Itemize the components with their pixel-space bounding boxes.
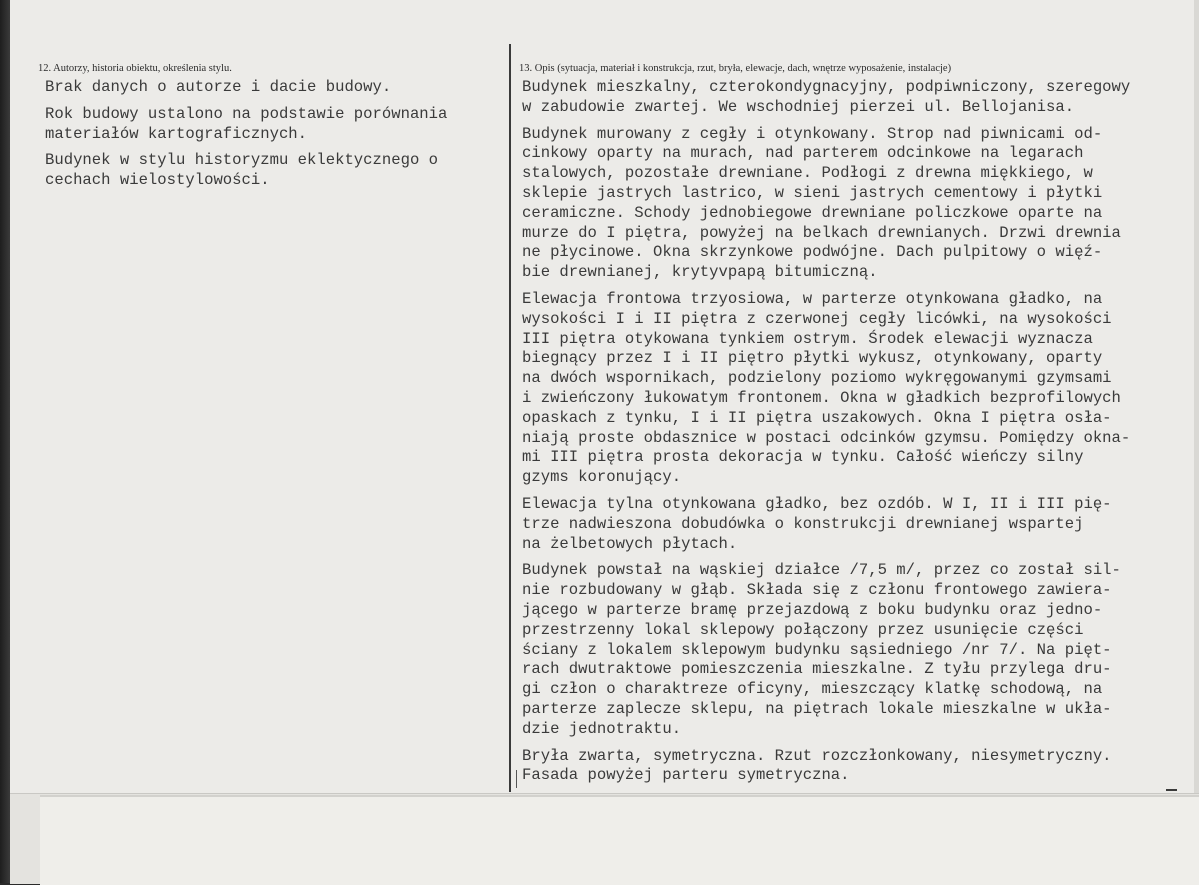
text-line: na żelbetowych płytach.	[522, 534, 738, 553]
text-line: materiałów kartograficznych.	[45, 124, 308, 143]
text-line: III piętra otykowana tynkiem ostrym. Środek elewacji wyznacza	[522, 329, 1093, 348]
text-line: ne płycinowe. Okna skrzynkowe podwójne. Dach pulpitowy o więź-	[522, 243, 1103, 262]
text-line: Elewacja tylna otynkowana gładko, bez ozdób. W I, II i III pię-	[522, 494, 1112, 513]
text-line: Bryła zwarta, symetryczna. Rzut rozczłonkowany, niesymetryczny.	[522, 746, 1112, 765]
text-line: trze nadwieszona dobudówka o konstrukcji drewnianej wspartej	[522, 514, 1084, 533]
text-line: dzie jednotraktu.	[522, 719, 682, 738]
paragraph	[45, 105, 505, 145]
text-line: Rok budowy ustalono na podstawie porównania	[45, 104, 448, 123]
text-line: wysokości I i II piętra z czerwonej cegły licówki, na wysokości	[522, 309, 1112, 328]
paragraph	[522, 78, 1199, 118]
text-line: gi człon o charaktreze oficyny, mieszczący klatkę schodową, na	[522, 680, 1103, 699]
text-line: sklepie jastrych lastrico, w sieni jastrych cementowy i płytki	[522, 183, 1103, 202]
text-line: stalowych, pozostałe drewniane. Podłogi z drewna miękkiego, w	[522, 164, 1093, 183]
text-line: w zabudowie zwartej. We wschodniej pierzei ul. Bellojanisa.	[522, 97, 1075, 116]
text-line: Budynek murowany z cegły i otynkowany. Strop nad piwnicami od-	[522, 124, 1103, 143]
text-line: przestrzenny lokal sklepowy połączony przez usunięcie części	[522, 620, 1084, 639]
paragraph	[522, 495, 1199, 554]
paragraph	[522, 125, 1199, 283]
text-line: opaskach z tynku, I i II piętra uszakowych. Okna I piętra osła-	[522, 408, 1112, 427]
text-line: Brak danych o autorze i dacie budowy.	[45, 78, 392, 96]
scan-left-edge	[0, 0, 10, 883]
text-line: rach dwutraktowe pomieszczenia mieszkalne. Z tyłu przylega dru-	[522, 660, 1112, 679]
section-12-body	[45, 78, 505, 198]
text-line: Elewacja frontowa trzyosiowa, w parterze otynkowana gładko, na	[522, 289, 1103, 308]
text-line: Budynek w stylu historyzmu eklektycznego o	[45, 151, 439, 170]
text-line: na dwóch wspornikach, podzielony poziomo wykręgowanymi gzymsami	[522, 369, 1112, 388]
text-line: Fasada powyżej parteru symetryczna.	[522, 766, 850, 785]
text-line: parterze zaplecze sklepu, na piętrach lokale mieszkalne w ukła-	[522, 699, 1112, 718]
paragraph	[45, 151, 505, 191]
dash-mark	[1166, 789, 1177, 791]
text-line: biegnący przez I i II piętro płytki wykusz, otynkowany, oparty	[522, 349, 1103, 368]
section-12-header: 12. Autorzy, historia obiektu, określenia stylu.	[38, 63, 232, 74]
section-13-body	[522, 78, 1199, 859]
paragraph	[522, 290, 1199, 488]
text-line: ściany z lokalem sklepowym budynku sąsiedniego /nr 7/. Na pięt-	[522, 640, 1112, 659]
paragraph	[45, 78, 505, 98]
text-line: nie rozbudowany w głąb. Składa się z członu frontowego zawiera-	[522, 581, 1112, 600]
underlying-sheet-inner	[40, 795, 1199, 885]
text-line: niają proste obdasznice w postaci odcinków gzymsu. Pomiędzy okna-	[522, 428, 1131, 447]
text-line: gzyms koronujący.	[522, 468, 682, 487]
text-line: bie drewnianej, krytyvpapą bitumiczną.	[522, 263, 878, 282]
text-line: jącego w parterze bramę przejazdową z boku budynku oraz jedno-	[522, 600, 1103, 619]
text-line: ceramiczne. Schody jednobiegowe drewniane policzkowe oparte na	[522, 203, 1103, 222]
text-line: i zwieńczony łukowatym frontonem. Okna w gładkich bezprofilowych	[522, 388, 1121, 407]
text-line: murze do I piętra, powyżej na belkach drewnianych. Drzwi drewnia	[522, 223, 1121, 242]
paragraph	[522, 747, 1199, 787]
column-divider	[509, 44, 511, 792]
divider-tick	[516, 770, 517, 788]
paragraph	[522, 561, 1199, 739]
section-13-header: 13. Opis (sytuacja, materiał i konstrukcja, rzut, bryła, elewacje, dach, wnętrze wyposażenie, instalacje)	[519, 63, 952, 74]
text-line: cechach wielostylowości.	[45, 171, 270, 190]
text-line: mi III piętra prosta dekoracja w tynku. Całość wieńczy silny	[522, 448, 1084, 467]
text-line: Budynek mieszkalny, czterokondygnacyjny, podpiwniczony, szeregowy	[522, 78, 1131, 96]
text-line: Budynek powstał na wąskiej działce /7,5 m/, przez co został sil-	[522, 561, 1121, 580]
text-line: cinkowy oparty na murach, nad parterem odcinkowe na legarach	[522, 144, 1084, 163]
